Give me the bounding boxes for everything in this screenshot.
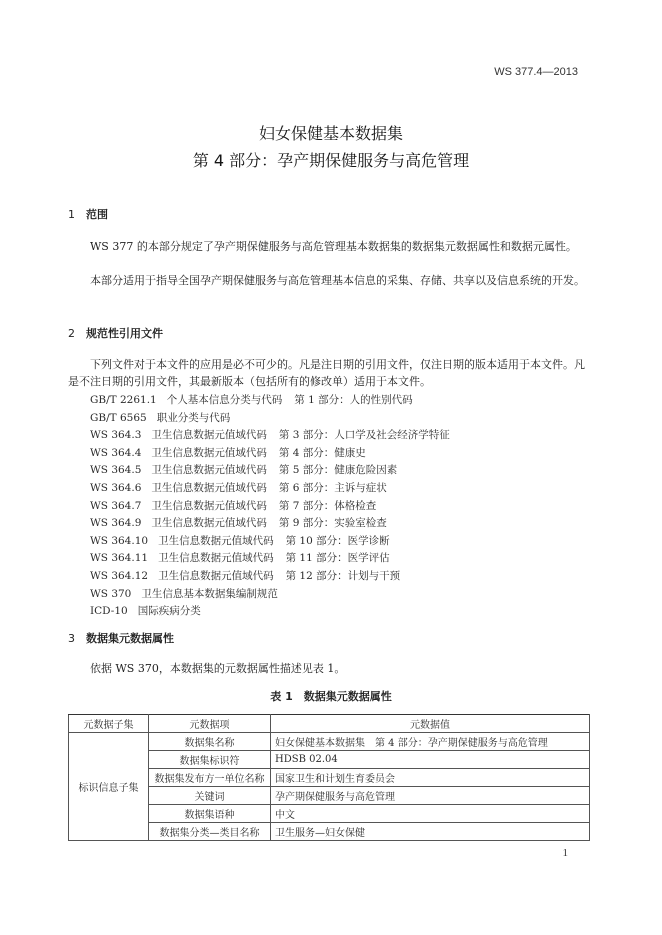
reference-code: GB/T 6565 — [90, 411, 147, 424]
reference-name: 卫生信息数据元值域代码 — [151, 499, 267, 512]
reference-name: 卫生信息数据元值域代码 — [158, 552, 274, 565]
table-value-cell: 中文 — [271, 805, 590, 823]
reference-code: WS 364.5 — [90, 464, 142, 477]
section-number: 1 — [68, 208, 75, 221]
section-title: 规范性引用文件 — [86, 327, 163, 340]
reference-part: 第 7 部分：体格检查 — [278, 499, 377, 512]
reference-name: 卫生信息基本数据集编制规范 — [141, 587, 278, 600]
reference-code: WS 364.9 — [90, 517, 142, 530]
table-item-cell: 数据集语种 — [149, 805, 271, 823]
reference-name: 卫生信息数据元值域代码 — [151, 446, 267, 459]
reference-part: 第 11 部分：医学评估 — [285, 552, 390, 565]
table-value-cell: HDSB 02.04 — [271, 751, 590, 769]
reference-code: WS 364.10 — [90, 534, 149, 547]
table-value-cell: 国家卫生和计划生育委员会 — [271, 769, 590, 787]
reference-code: WS 364.3 — [90, 429, 142, 442]
table-header-row — [69, 715, 590, 733]
scope-paragraph: 本部分适用于指导全国孕产期保健服务与高危管理基本信息的采集、存储、共享以及信息系统的开发。 — [90, 274, 585, 287]
reference-item — [90, 498, 376, 513]
references-intro: 下列文件对于本文件的应用是必不可少的。凡是注日期的引用文件，仅注日期的版本适用于本文件。凡是不注日期的引用文件，其最新版本（包括所有的修改单）适用于本文件。 — [68, 358, 585, 388]
section-title: 范围 — [86, 208, 108, 221]
section-heading-scope — [68, 206, 108, 222]
reference-item — [90, 445, 366, 460]
reference-part: 第 12 部分：计划与干预 — [285, 570, 401, 582]
reference-name: 卫生信息数据元值域代码 — [151, 464, 267, 477]
reference-name: 国际疾病分类 — [137, 605, 201, 618]
table-item-cell: 数据集发布方一单位名称 — [149, 769, 271, 787]
reference-item — [90, 462, 397, 477]
reference-part: 第 1 部分：人的性别代码 — [294, 394, 413, 406]
reference-code: WS 370 — [90, 587, 132, 600]
section3-paragraph: 依据 WS 370，本数据集的元数据属性描述见表 1。 — [90, 662, 346, 675]
table-value-cell: 妇女保健基本数据集 第 4 部分：孕产期保健服务与高危管理 — [271, 733, 590, 751]
reference-name: 卫生信息数据元值域代码 — [151, 429, 267, 442]
section-title: 数据集元数据属性 — [86, 632, 174, 645]
standard-code: WS 377.4—2013 — [494, 66, 578, 78]
table-value-cell: 卫生服务—妇女保健 — [271, 823, 590, 841]
reference-part: 第 3 部分：人口学及社会经济学特征 — [278, 429, 450, 442]
reference-name: 职业分类与代码 — [156, 411, 231, 424]
table-header-cell: 元数据子集 — [69, 715, 149, 733]
table-header-cell: 元数据项 — [149, 715, 271, 733]
reference-part: 第 5 部分：健康危险因素 — [278, 464, 398, 477]
table-item-cell: 数据集标识符 — [149, 751, 271, 769]
table-header-cell: 元数据值 — [271, 715, 590, 733]
reference-code: ICD-10 — [90, 605, 128, 618]
reference-code: WS 364.7 — [90, 499, 142, 512]
reference-name: 卫生信息数据元值域代码 — [151, 517, 267, 530]
reference-name: 个人基本信息分类与代码 — [166, 394, 283, 406]
section-number: 2 — [68, 327, 75, 340]
table-item-cell: 数据集名称 — [149, 733, 271, 751]
reference-item — [90, 533, 390, 548]
table-caption: 表 1 数据集元数据属性 — [270, 690, 392, 703]
table-group-cell: 标识信息子集 — [69, 733, 149, 841]
scope-paragraph: WS 377 的本部分规定了孕产期保健服务与高危管理基本数据集的数据集元数据属性和数据元属性。 — [90, 240, 577, 253]
table-item-cell: 数据集分类—类目名称 — [149, 823, 271, 841]
reference-item — [90, 427, 450, 442]
reference-part: 第 6 部分：主诉与症状 — [278, 482, 387, 494]
reference-item — [90, 586, 290, 601]
metadata-table — [68, 714, 590, 841]
reference-item — [90, 603, 213, 618]
document-title: 妇女保健基本数据集 — [258, 124, 403, 143]
reference-item — [90, 550, 390, 565]
reference-code: WS 364.6 — [90, 482, 142, 494]
reference-item — [90, 480, 387, 495]
table-item-cell: 关键词 — [149, 787, 271, 805]
table-value-cell: 孕产期保健服务与高危管理 — [271, 787, 590, 805]
reference-part: 第 9 部分：实验室检查 — [278, 517, 387, 530]
section-number: 3 — [68, 632, 75, 645]
reference-code: WS 364.12 — [90, 570, 149, 582]
reference-item — [90, 515, 387, 530]
section-heading-metadata — [68, 630, 174, 646]
reference-item — [90, 392, 413, 407]
page-number: 1 — [562, 847, 568, 859]
table-row — [69, 733, 590, 751]
reference-item — [90, 568, 400, 583]
reference-code: WS 364.11 — [90, 552, 149, 565]
reference-code: GB/T 2261.1 — [90, 394, 157, 406]
reference-code: WS 364.4 — [90, 446, 142, 459]
reference-name: 卫生信息数据元值域代码 — [158, 570, 274, 582]
reference-part: 第 10 部分：医学诊断 — [285, 534, 390, 547]
reference-part: 第 4 部分：健康史 — [278, 446, 366, 459]
reference-name: 卫生信息数据元值域代码 — [151, 482, 267, 494]
section-heading-references — [68, 325, 163, 341]
reference-name: 卫生信息数据元值域代码 — [158, 534, 274, 547]
document-subtitle: 第 4 部分：孕产期保健服务与高危管理 — [192, 151, 470, 170]
reference-item — [90, 410, 242, 425]
